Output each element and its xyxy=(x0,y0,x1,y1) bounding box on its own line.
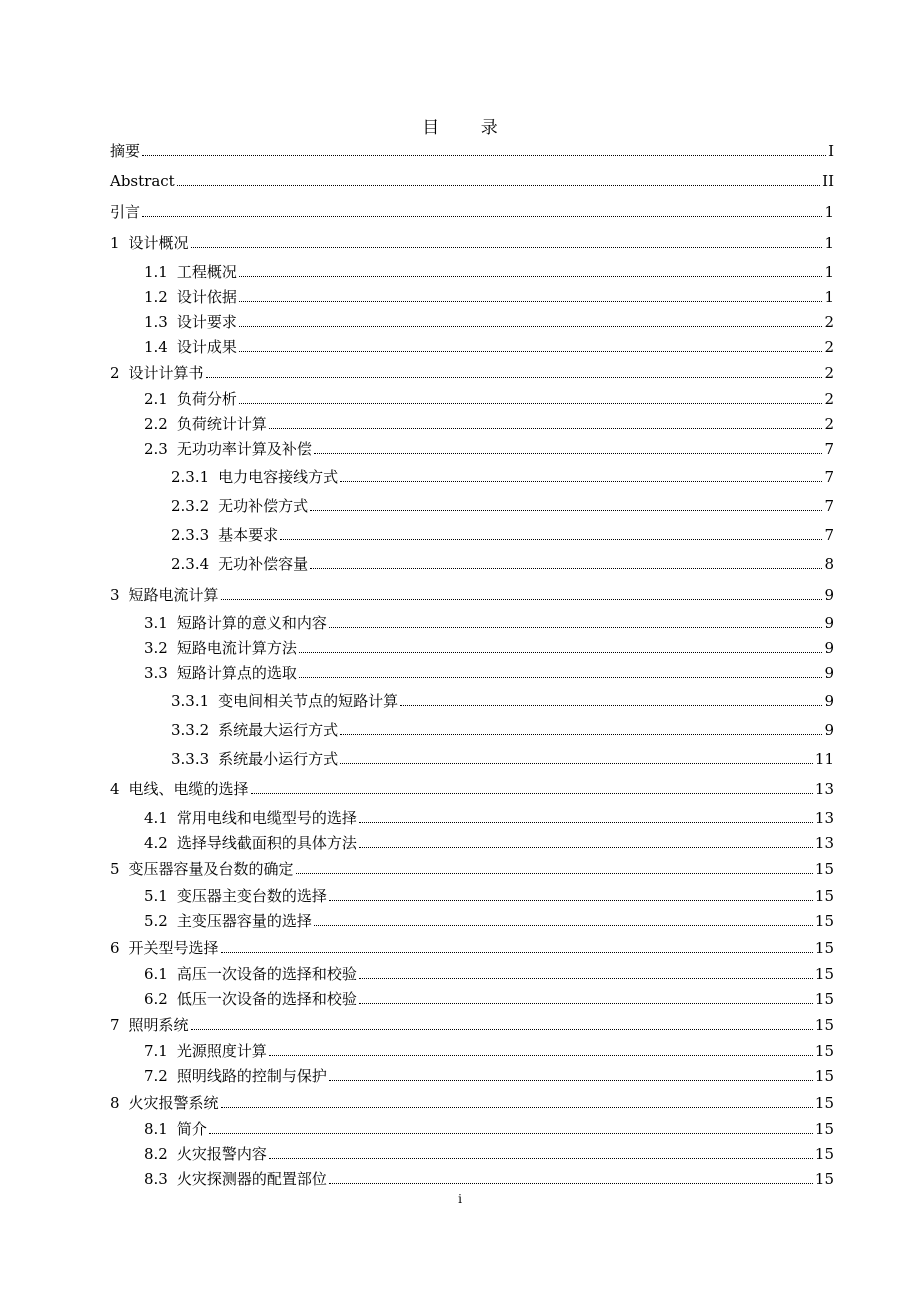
toc-entry[interactable] xyxy=(144,886,834,906)
dot-leader xyxy=(340,763,813,764)
dot-leader xyxy=(329,900,813,901)
dot-leader xyxy=(221,952,813,953)
dot-leader xyxy=(280,539,822,540)
dot-leader xyxy=(359,847,813,848)
toc-entry-page: 15 xyxy=(814,1094,834,1112)
toc-entry-page: 13 xyxy=(814,780,834,798)
dot-leader xyxy=(239,301,823,302)
toc-entry-number: 1.4 xyxy=(144,338,168,356)
toc-entry-number: 6 xyxy=(110,939,120,957)
toc-entry[interactable] xyxy=(144,989,834,1009)
toc-entry-page: 7 xyxy=(824,497,834,515)
toc-entry-label xyxy=(144,337,237,357)
toc-entry-title: 火灾报警内容 xyxy=(176,1145,267,1163)
toc-entry-label xyxy=(110,141,140,161)
toc-entry-title: 常用电线和电缆型号的选择 xyxy=(176,809,357,827)
toc-entry-number: 1.3 xyxy=(144,313,168,331)
toc-entry[interactable] xyxy=(110,233,834,253)
dot-leader xyxy=(239,326,823,327)
toc-entry-title: 系统最大运行方式 xyxy=(218,721,339,739)
toc-entry[interactable] xyxy=(171,720,834,740)
toc-entry-page: 15 xyxy=(814,1145,834,1163)
toc-entry-number: 5 xyxy=(110,860,120,878)
dot-leader xyxy=(329,1183,813,1184)
toc-entry-number: 2.1 xyxy=(144,390,168,408)
dot-leader xyxy=(239,351,823,352)
toc-entry-label xyxy=(144,964,357,984)
toc-entry-number: 3.3.2 xyxy=(171,721,210,739)
toc-entry[interactable] xyxy=(110,171,834,191)
dot-leader xyxy=(142,216,822,217)
toc-entry-number: 6.1 xyxy=(144,965,168,983)
toc-entry-page: 7 xyxy=(824,468,834,486)
toc-entry-page: 13 xyxy=(814,809,834,827)
toc-entry[interactable] xyxy=(171,467,834,487)
toc-entry-title: 摘要 xyxy=(110,142,141,160)
toc-entry-title: 变压器容量及台数的确定 xyxy=(128,860,294,878)
toc-entry-page: 9 xyxy=(824,721,834,739)
toc-entry[interactable] xyxy=(171,691,834,711)
toc-entry-page: 15 xyxy=(814,965,834,983)
toc-entry-page: 9 xyxy=(824,586,834,604)
toc-entry-page: 7 xyxy=(824,526,834,544)
toc-entry[interactable] xyxy=(144,663,834,683)
toc-entry-page: 2 xyxy=(824,338,834,356)
toc-entry-label xyxy=(110,938,219,958)
toc-entry-label xyxy=(110,202,140,222)
toc-entry-label xyxy=(144,1119,207,1139)
toc-entry[interactable] xyxy=(171,554,834,574)
toc-entry-page: 15 xyxy=(814,1016,834,1034)
toc-entry-title: 设计依据 xyxy=(176,288,237,306)
toc-entry[interactable] xyxy=(144,439,834,459)
toc-entry[interactable] xyxy=(144,414,834,434)
toc-entry-page: 9 xyxy=(824,614,834,632)
dot-leader xyxy=(299,652,823,653)
dot-leader xyxy=(299,677,823,678)
dot-leader xyxy=(310,510,822,511)
toc-entry-title: 照明线路的控制与保护 xyxy=(176,1067,327,1085)
toc-entry-title: 设计要求 xyxy=(176,313,237,331)
toc-entry-label xyxy=(144,613,327,633)
dot-leader xyxy=(269,428,823,429)
toc-entry[interactable] xyxy=(144,833,834,853)
toc-entry-number: 2.3.3 xyxy=(171,526,210,544)
toc-entry-number: 4 xyxy=(110,780,120,798)
toc-entry-number: 8.1 xyxy=(144,1120,168,1138)
toc-entry-label xyxy=(144,663,297,683)
toc-entry-label xyxy=(144,1169,327,1189)
toc-entry-number: 2.2 xyxy=(144,415,168,433)
toc-entry-page: 15 xyxy=(814,1170,834,1188)
toc-entry-label xyxy=(144,312,237,332)
dot-leader xyxy=(329,1080,813,1081)
toc-entry[interactable] xyxy=(171,525,834,545)
toc-entry-title: 无功功率计算及补偿 xyxy=(176,440,312,458)
toc-entry-label xyxy=(171,554,308,574)
toc-entry[interactable] xyxy=(144,964,834,984)
toc-entry-label xyxy=(171,467,338,487)
dot-leader xyxy=(239,403,823,404)
toc-entry[interactable] xyxy=(110,363,834,383)
dot-leader xyxy=(400,705,822,706)
toc-entry-title: 设计成果 xyxy=(176,338,237,356)
toc-entry-page: 15 xyxy=(814,887,834,905)
toc-entry[interactable] xyxy=(144,613,834,633)
toc-entry[interactable] xyxy=(144,312,834,332)
toc-entry-title: 低压一次设备的选择和校验 xyxy=(176,990,357,1008)
dot-leader xyxy=(340,481,822,482)
toc-entry-number: 3.2 xyxy=(144,639,168,657)
toc-entry-title: 短路计算点的选取 xyxy=(176,664,297,682)
toc-entry-title: 高压一次设备的选择和校验 xyxy=(176,965,357,983)
toc-entry-title: 变电间相关节点的短路计算 xyxy=(218,692,399,710)
toc-title: 目 录 xyxy=(422,118,516,138)
toc-entry-page: 15 xyxy=(814,912,834,930)
toc-entry-label xyxy=(171,525,278,545)
toc-entry-page: 1 xyxy=(824,263,834,281)
toc-entry[interactable] xyxy=(110,202,834,222)
toc-entry-number: 2.3 xyxy=(144,440,168,458)
toc-entry-label xyxy=(144,389,237,409)
toc-entry-title: 设计计算书 xyxy=(128,364,204,382)
toc-entry-label xyxy=(110,1093,219,1113)
dot-leader xyxy=(340,734,822,735)
toc-entry-title: 选择导线截面积的具体方法 xyxy=(176,834,357,852)
toc-entry-title: 无功补偿方式 xyxy=(218,497,309,515)
toc-entry-label xyxy=(110,1015,189,1035)
toc-entry-title: 火灾探测器的配置部位 xyxy=(176,1170,327,1188)
toc-entry-title: 负荷分析 xyxy=(176,390,237,408)
toc-entry-number: 2.3.2 xyxy=(171,497,210,515)
toc-entry-title: 工程概况 xyxy=(176,263,237,281)
toc-entry-label xyxy=(144,1066,327,1086)
toc-entry[interactable] xyxy=(144,1119,834,1139)
toc-entry-page: 15 xyxy=(814,990,834,1008)
toc-entry-number: 8.3 xyxy=(144,1170,168,1188)
toc-entry-number: 7.1 xyxy=(144,1042,168,1060)
toc-entry-page: 9 xyxy=(824,664,834,682)
toc-entry-number: 7 xyxy=(110,1016,120,1034)
toc-entry-label xyxy=(144,808,357,828)
dot-leader xyxy=(269,1055,813,1056)
toc-entry-title: 设计概况 xyxy=(128,234,189,252)
dot-leader xyxy=(142,155,826,156)
toc-entry-number: 3.3.1 xyxy=(171,692,210,710)
toc-entry-title: Abstract xyxy=(110,172,175,190)
dot-leader xyxy=(251,793,813,794)
toc-entry[interactable] xyxy=(144,287,834,307)
toc-entry-number: 1.1 xyxy=(144,263,168,281)
toc-entry[interactable] xyxy=(110,141,834,161)
toc-entry-label xyxy=(144,886,327,906)
toc-entry-number: 1 xyxy=(110,234,120,252)
toc-entry-page: 9 xyxy=(824,692,834,710)
toc-entry-label xyxy=(144,414,267,434)
page-number: i xyxy=(458,1192,462,1206)
dot-leader xyxy=(221,1107,813,1108)
toc-entry-title: 基本要求 xyxy=(218,526,279,544)
toc-entry-number: 6.2 xyxy=(144,990,168,1008)
toc-entry-title: 负荷统计计算 xyxy=(176,415,267,433)
toc-entry-number: 5.1 xyxy=(144,887,168,905)
toc-entry-label xyxy=(110,859,294,879)
toc-entry-label xyxy=(144,1144,267,1164)
toc-entry-page: I xyxy=(828,142,834,160)
toc-entry-label xyxy=(110,363,204,383)
toc-entry-title: 简介 xyxy=(176,1120,207,1138)
toc-entry-number: 3.3 xyxy=(144,664,168,682)
toc-entry-label xyxy=(144,1041,267,1061)
toc-entry-title: 光源照度计算 xyxy=(176,1042,267,1060)
toc-entry[interactable] xyxy=(144,808,834,828)
toc-entry[interactable] xyxy=(110,1015,834,1035)
toc-entry-number: 2.3.1 xyxy=(171,468,210,486)
toc-entry-label xyxy=(144,989,357,1009)
toc-entry-title: 短路计算的意义和内容 xyxy=(176,614,327,632)
toc-entry-page: 2 xyxy=(824,364,834,382)
toc-entry[interactable] xyxy=(110,779,834,799)
toc-entry[interactable] xyxy=(144,1144,834,1164)
toc-entry-number: 5.2 xyxy=(144,912,168,930)
toc-entry[interactable] xyxy=(110,859,834,879)
toc-entry-label xyxy=(144,833,357,853)
toc-entry-title: 火灾报警系统 xyxy=(128,1094,219,1112)
toc-entry-title: 照明系统 xyxy=(128,1016,189,1034)
dot-leader xyxy=(314,925,813,926)
toc-entry-title: 变压器主变台数的选择 xyxy=(176,887,327,905)
dot-leader xyxy=(191,247,823,248)
toc-entry-label xyxy=(110,779,249,799)
toc-entry-number: 7.2 xyxy=(144,1067,168,1085)
dot-leader xyxy=(359,1003,813,1004)
toc-entry-number: 3.1 xyxy=(144,614,168,632)
toc-entry-number: 3.3.3 xyxy=(171,750,210,768)
toc-entry-page: II xyxy=(822,172,834,190)
toc-entry[interactable] xyxy=(144,1066,834,1086)
toc-entry-label xyxy=(110,585,219,605)
toc-entry[interactable] xyxy=(144,1041,834,1061)
toc-entry-label xyxy=(144,439,312,459)
toc-entry[interactable] xyxy=(144,337,834,357)
toc-entry-page: 9 xyxy=(824,639,834,657)
toc-entry[interactable] xyxy=(110,938,834,958)
toc-entry-number: 4.2 xyxy=(144,834,168,852)
dot-leader xyxy=(296,873,813,874)
dot-leader xyxy=(329,627,823,628)
toc-entry-label xyxy=(171,749,338,769)
toc-entry-title: 电力电容接线方式 xyxy=(218,468,339,486)
toc-entry[interactable] xyxy=(144,262,834,282)
toc-entry-label xyxy=(171,720,338,740)
toc-entry-number: 1.2 xyxy=(144,288,168,306)
toc-entry-label xyxy=(110,171,175,191)
toc-entry-number: 8.2 xyxy=(144,1145,168,1163)
toc-entry[interactable] xyxy=(171,749,834,769)
toc-entry-label xyxy=(171,691,398,711)
toc-entry-label xyxy=(144,911,312,931)
toc-entry-page: 15 xyxy=(814,1042,834,1060)
toc-entry-label xyxy=(171,496,308,516)
toc-entry-page: 1 xyxy=(824,234,834,252)
toc-entry-page: 2 xyxy=(824,390,834,408)
toc-entry-page: 15 xyxy=(814,860,834,878)
toc-entry-page: 15 xyxy=(814,1067,834,1085)
toc-entry[interactable] xyxy=(144,911,834,931)
dot-leader xyxy=(221,599,823,600)
dot-leader xyxy=(359,822,813,823)
toc-entry-label xyxy=(144,262,237,282)
toc-entry-title: 开关型号选择 xyxy=(128,939,219,957)
toc-entry-title: 系统最小运行方式 xyxy=(218,750,339,768)
toc-entry-title: 引言 xyxy=(110,203,141,221)
dot-leader xyxy=(269,1158,813,1159)
toc-entry[interactable] xyxy=(144,1169,834,1189)
toc-entry[interactable] xyxy=(110,585,834,605)
dot-leader xyxy=(314,453,823,454)
toc-entry-title: 主变压器容量的选择 xyxy=(176,912,312,930)
dot-leader xyxy=(191,1029,813,1030)
dot-leader xyxy=(206,377,823,378)
dot-leader xyxy=(359,978,813,979)
toc-entry-page: 7 xyxy=(824,440,834,458)
dot-leader xyxy=(177,185,820,186)
toc-entry-title: 短路电流计算方法 xyxy=(176,639,297,657)
toc-entry-number: 8 xyxy=(110,1094,120,1112)
toc-entry[interactable] xyxy=(144,638,834,658)
toc-entry-page: 15 xyxy=(814,1120,834,1138)
toc-entry-title: 短路电流计算 xyxy=(128,586,219,604)
dot-leader xyxy=(239,276,823,277)
toc-entry-page: 11 xyxy=(814,750,834,768)
toc-entry[interactable] xyxy=(171,496,834,516)
dot-leader xyxy=(310,568,822,569)
toc-entry-page: 13 xyxy=(814,834,834,852)
toc-entry[interactable] xyxy=(110,1093,834,1113)
toc-entry-title: 电线、电缆的选择 xyxy=(128,780,249,798)
toc-entry-page: 15 xyxy=(814,939,834,957)
toc-entry-label xyxy=(144,638,297,658)
toc-entry-label xyxy=(110,233,189,253)
toc-entry-label xyxy=(144,287,237,307)
toc-entry[interactable] xyxy=(144,389,834,409)
toc-entry-number: 2 xyxy=(110,364,120,382)
toc-entry-number: 4.1 xyxy=(144,809,168,827)
toc-entry-page: 2 xyxy=(824,415,834,433)
dot-leader xyxy=(209,1133,813,1134)
toc-entry-page: 2 xyxy=(824,313,834,331)
toc-entry-page: 1 xyxy=(824,203,834,221)
toc-entry-number: 2.3.4 xyxy=(171,555,210,573)
toc-entry-page: 1 xyxy=(824,288,834,306)
toc-entry-title: 无功补偿容量 xyxy=(218,555,309,573)
toc-entry-page: 8 xyxy=(824,555,834,573)
toc-entry-number: 3 xyxy=(110,586,120,604)
